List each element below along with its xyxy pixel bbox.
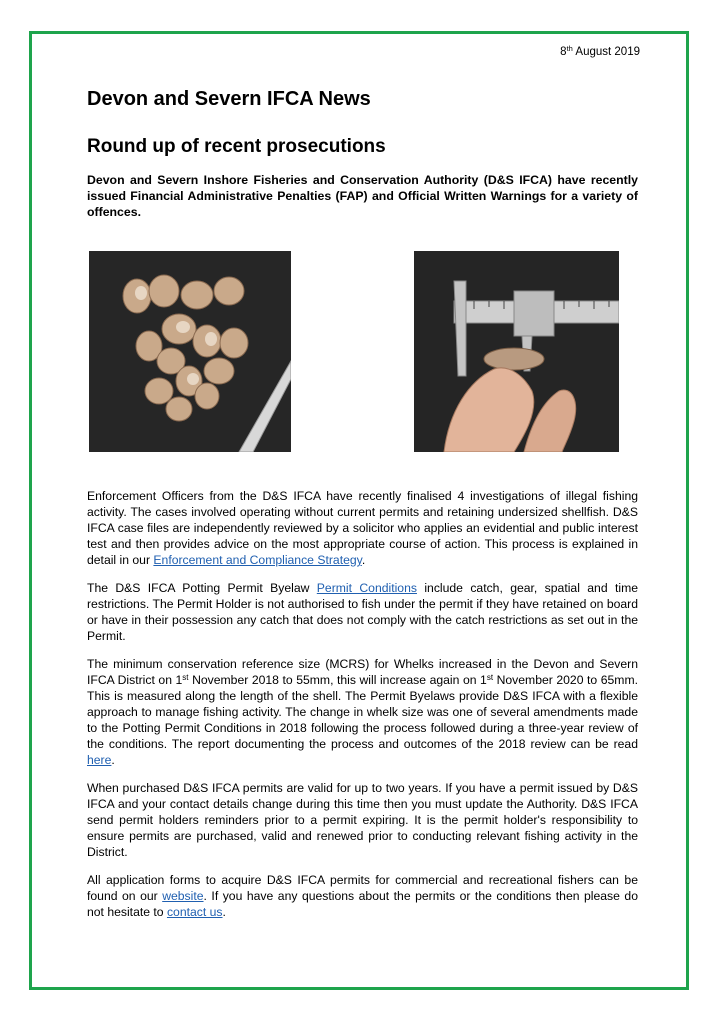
publication-date: 8th August 2019: [560, 44, 640, 58]
enforcement-paragraph: Enforcement Officers from the D&S IFCA have recently finalised 4 investigations of illegal fishing activity. The cases involved operating without current permits and retaining undersized shellfish. D&S IFCA case files are independently reviewed by a solicitor who applies an evidential and public interest test and then provides advice on the most appropriate course of action. This process is explained in detail in our Enforcement and Compliance Strategy.: [87, 489, 638, 567]
enforcement-strategy-link[interactable]: Enforcement and Compliance Strategy: [153, 553, 362, 567]
permit-conditions-link[interactable]: Permit Conditions: [316, 581, 417, 595]
permit-validity-paragraph: When purchased D&S IFCA permits are valid for up to two years. If you have a permit issued by D&S IFCA and your contact details change during this time then you must update the Authority. D&S IFCA send permit holders reminders prior to a permit expiring. It is the permit holder's responsibility to ensure permits are purchased, valid and renewed prior to conducting relevant fishing activity in the District.: [87, 781, 638, 859]
website-link[interactable]: website: [162, 889, 204, 903]
whelks-illustration: [89, 251, 291, 452]
intro-paragraph: Devon and Severn Inshore Fisheries and Conservation Authority (D&S IFCA) have recently issued Financial Administrative Penalties (FAP) and Official Written Warnings for a variety of offences.: [87, 173, 638, 219]
permit-conditions-paragraph: The D&S IFCA Potting Permit Byelaw Permit Conditions include catch, gear, spatial and time restrictions. The Permit Holder is not authorised to fish under the permit if they have retained on board or have in their possession any catch that does not comply with the catch restrictions as set out in the Permit.: [87, 581, 638, 643]
article-subtitle: Round up of recent prosecutions: [87, 136, 386, 157]
contact-us-link[interactable]: contact us: [166, 905, 223, 919]
caliper-illustration: [414, 251, 619, 452]
page-title: Devon and Severn IFCA News: [87, 88, 371, 110]
application-forms-paragraph: All application forms to acquire D&S IFCA permits for commercial and recreational fishers can be found on our website. If you have any questions about the permits or the conditions then please do not hesitate to contact us.: [87, 873, 638, 919]
mcrs-paragraph: The minimum conservation reference size (MCRS) for Whelks increased in the Devon and Severn IFCA District on 1st November 2018 to 55mm, this will increase again on 1st November 2020 to 65mm. This is measured along the length of the shell. The Permit Byelaws provide D&S IFCA with a flexible approach to manage fishing activity. The change in whelk size was one of several amendments made to the Potting Permit Conditions in 2018 following the process followed during a three-year review of the conditions. The report documenting the process and outcomes of the 2018 review can be read here.: [87, 657, 638, 767]
review-report-link[interactable]: here: [87, 753, 112, 767]
whelks-photo: [89, 251, 291, 452]
caliper-measurement-photo: [414, 251, 619, 452]
